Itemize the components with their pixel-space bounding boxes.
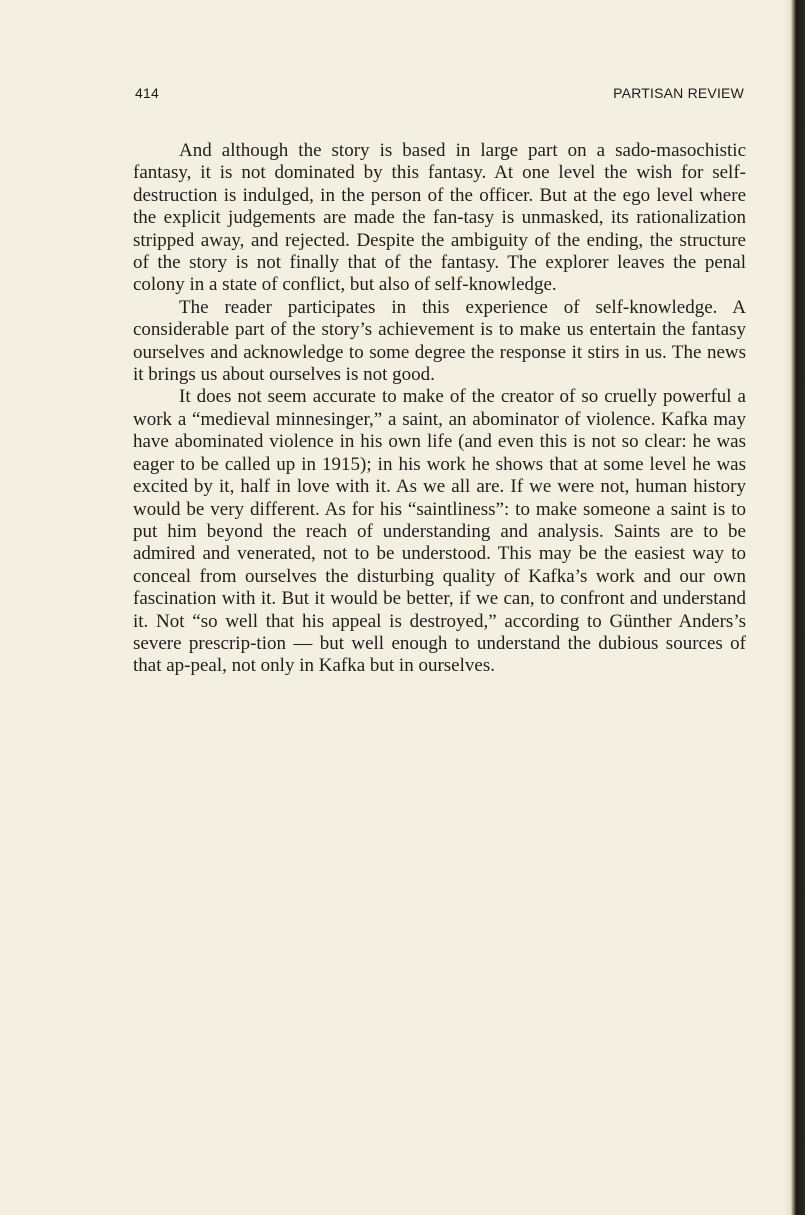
running-head (135, 85, 744, 101)
article-body (133, 140, 746, 678)
paragraph: It does not seem accurate to make of the creator of so cruelly powerful a work a “medieval minnesinger,” a saint, an abominator of violence. Kafka may have abominated violence in his own life (and even this is not so clear: he was eager to be called up in 1915); in his work he shows that at some level he was excited by it, half in love with it. As we all are. If we were not, human history would be very different. As for his “saintliness”: to make someone a saint is to put him beyond the reach of understanding and analysis. Saints are to be admired and venerated, not to be understood. This may be the easiest way to conceal from ourselves the disturbing quality of Kafka’s work and our own fascination with it. But it would be better, if we can, to confront and understand it. Not “so well that his appeal is destroyed,” according to Günther Anders’s severe prescrip-tion — but well enough to understand the dubious sources of that ap-peal, not only in Kafka but in ourselves. (133, 386, 746, 677)
page-number: 414 (135, 85, 159, 101)
paragraph: And although the story is based in large part on a sado-masochistic fantasy, it is not dominated by this fantasy. At one level the wish for self-destruction is indulged, in the person of the officer. But at the ego level where the explicit judgements are made the fan-tasy is unmasked, its rationalization stripped away, and rejected. Despite the ambiguity of the ending, the structure of the story is not finally that of the fantasy. The explorer leaves the penal colony in a state of conflict, but also of self-knowledge. (133, 140, 746, 296)
journal-title: PARTISAN REVIEW (613, 85, 744, 101)
page-edge-shadow (783, 0, 805, 1215)
paragraph: The reader participates in this experience of self-knowledge. A considerable part of the story’s achievement is to make us entertain the fantasy ourselves and acknowledge to some degree the response it stirs in us. The news it brings us about ourselves is not good. (133, 296, 746, 386)
